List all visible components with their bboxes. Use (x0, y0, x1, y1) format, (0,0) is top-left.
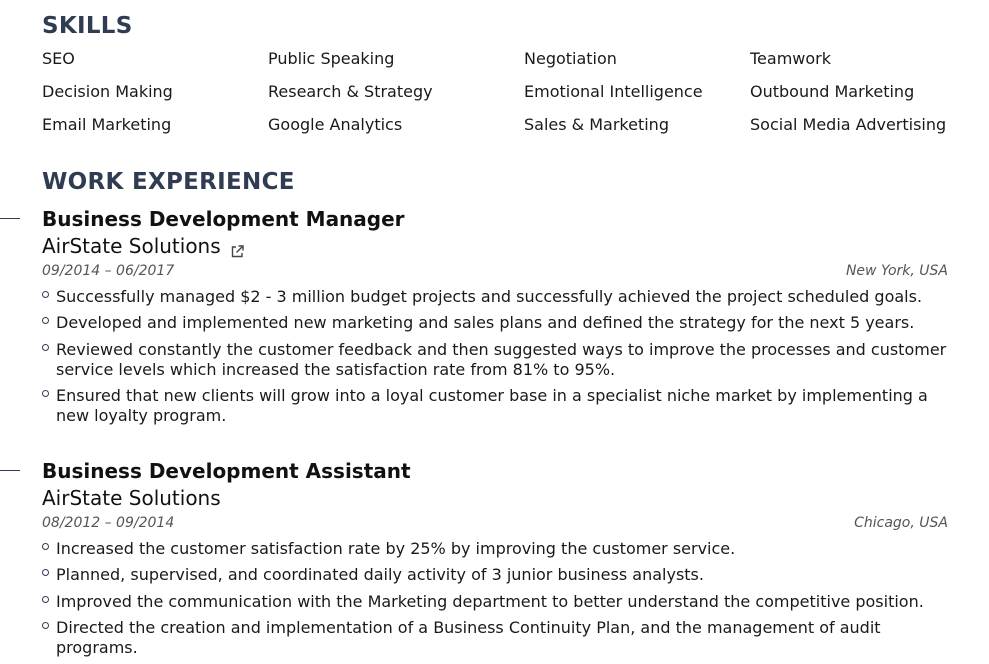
skill-item: Email Marketing (42, 115, 172, 134)
achievement-item (42, 313, 948, 333)
achievement-text: Increased the customer satisfaction rate by 25% by improving the customer service. (56, 539, 736, 558)
job-dates: 08/2012 – 09/2014 (42, 515, 175, 531)
bullet-circle-icon (42, 344, 49, 351)
bullet-circle-icon (42, 390, 49, 397)
external-link-icon[interactable] (230, 240, 245, 255)
company-name: AirState Solutions (42, 486, 221, 510)
skills-section-title: SKILLS (42, 13, 133, 39)
skills-list (42, 49, 952, 149)
bullet-circle-icon (42, 569, 49, 576)
skill-item: Negotiation (524, 49, 617, 68)
timeline-marker (0, 218, 20, 219)
achievement-text: Reviewed constantly the customer feedback and then suggested ways to improve the processes and customer service levels which increased the satisfaction rate from 81% to 95%. (56, 339, 947, 379)
bullet-circle-icon (42, 291, 49, 298)
achievement-text: Improved the communication with the Marketing department to better understand the competitive position. (56, 591, 924, 611)
achievement-text: Planned, supervised, and coordinated daily activity of 3 junior business analysts. (56, 565, 704, 585)
achievement-item (42, 539, 948, 559)
achievement-item (42, 592, 948, 612)
skill-item: Emotional Intelligence (524, 82, 703, 101)
job-dates: 09/2014 – 06/2017 (42, 263, 175, 279)
timeline-marker (0, 470, 20, 471)
skill-item: Outbound Marketing (750, 82, 915, 101)
skill-item: Social Media Advertising (750, 115, 947, 134)
company-name: AirState Solutions (42, 234, 221, 258)
job-meta (42, 515, 948, 531)
achievement-text: Directed the creation and implementation of a Business Continuity Plan, and the management of audit programs. (56, 617, 881, 657)
skill-item: SEO (42, 49, 75, 68)
achievement-text: Successfully managed $2 - 3 million budget projects and successfully achieved the project scheduled goals. (56, 287, 923, 306)
job-location: New York, USA (845, 263, 948, 279)
job-achievements (42, 287, 948, 432)
skill-item: Public Speaking (268, 49, 395, 68)
job-meta (42, 263, 948, 279)
skill-item: Decision Making (42, 82, 173, 101)
achievement-item (42, 565, 948, 585)
achievement-text: Developed and implemented new marketing and sales plans and defined the strategy for the next 5 years. (56, 313, 915, 333)
skill-item: Google Analytics (268, 115, 403, 134)
skill-item: Research & Strategy (268, 82, 433, 101)
job-location: Chicago, USA (854, 515, 948, 531)
achievement-text: Ensured that new clients will grow into a loyal customer base in a specialist niche market by implementing a new loyalty program. (56, 385, 928, 425)
work-experience-section-title: WORK EXPERIENCE (42, 169, 295, 195)
job-achievements (42, 539, 948, 664)
bullet-circle-icon (42, 596, 49, 603)
company-name-row (42, 486, 221, 510)
achievement-item (42, 618, 948, 658)
achievement-item (42, 386, 948, 426)
bullet-circle-icon (42, 317, 49, 324)
skill-item: Teamwork (750, 49, 832, 68)
company-name-row (42, 234, 245, 258)
achievement-item (42, 340, 948, 380)
skill-item: Sales & Marketing (524, 115, 669, 134)
job-title: Business Development Manager (42, 207, 405, 231)
bullet-circle-icon (42, 622, 49, 629)
job-title: Business Development Assistant (42, 459, 411, 483)
achievement-item (42, 287, 948, 307)
bullet-circle-icon (42, 543, 49, 550)
